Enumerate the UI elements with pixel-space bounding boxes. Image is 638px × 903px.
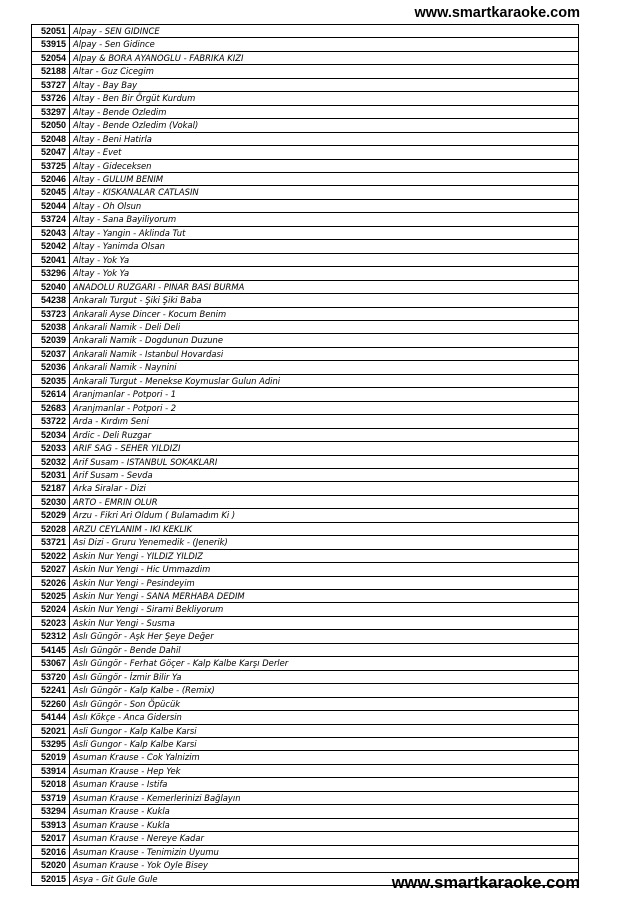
- song-list-body: [32, 25, 579, 886]
- song-title: Asli Gungor - Kalp Kalbe Karsi: [70, 724, 579, 737]
- song-row: [32, 213, 579, 226]
- song-row: [32, 320, 579, 333]
- song-row: [32, 240, 579, 253]
- song-code: 52683: [32, 401, 70, 414]
- song-title: Ankarali Ayse Dincer - Kocum Benim: [70, 307, 579, 320]
- song-title: Asi Dizi - Gruru Yenemedik - (Jenerik): [70, 536, 579, 549]
- song-code: 52015: [32, 872, 70, 885]
- song-title: Askin Nur Yengi - YILDIZ YILDIZ: [70, 549, 579, 562]
- song-title: Arzu - Fikri Ari Oldum ( Bulamadım Ki ): [70, 509, 579, 522]
- song-code: 53913: [32, 818, 70, 831]
- song-row: [32, 253, 579, 266]
- song-row: [32, 105, 579, 118]
- song-code: 52030: [32, 495, 70, 508]
- song-title: Ankarali Namik - Naynini: [70, 361, 579, 374]
- song-row: [32, 482, 579, 495]
- song-title: Altar - Guz Cicegim: [70, 65, 579, 78]
- song-row: [32, 199, 579, 212]
- song-title: Aranjmanlar - Potpori - 1: [70, 388, 579, 401]
- song-code: 52024: [32, 603, 70, 616]
- song-row: [32, 334, 579, 347]
- song-row: [32, 711, 579, 724]
- song-code: 53296: [32, 267, 70, 280]
- song-row: [32, 738, 579, 751]
- song-title: Asya - Git Gule Gule: [70, 872, 579, 885]
- song-title: Aslı Güngör - İzmir Bilir Ya: [70, 670, 579, 683]
- song-row: [32, 630, 579, 643]
- song-code: 52046: [32, 172, 70, 185]
- song-row: [32, 764, 579, 777]
- song-code: 52043: [32, 226, 70, 239]
- song-title: Altay - KISKANALAR CATLASIN: [70, 186, 579, 199]
- song-title: Arif Susam - Sevda: [70, 468, 579, 481]
- song-code: 52260: [32, 697, 70, 710]
- song-row: [32, 468, 579, 481]
- song-code: 54144: [32, 711, 70, 724]
- song-row: [32, 159, 579, 172]
- song-row: [32, 307, 579, 320]
- song-row: [32, 603, 579, 616]
- song-row: [32, 657, 579, 670]
- song-title: Altay - Bende Ozledim (Vokal): [70, 119, 579, 132]
- song-row: [32, 818, 579, 831]
- song-title: Ankarali Namik - Dogdunun Duzune: [70, 334, 579, 347]
- song-code: 52027: [32, 563, 70, 576]
- song-code: 52050: [32, 119, 70, 132]
- song-row: [32, 347, 579, 360]
- song-title: Aslı Güngör - Son Öpücük: [70, 697, 579, 710]
- song-title: Arda - Kırdım Seni: [70, 415, 579, 428]
- song-code: 53723: [32, 307, 70, 320]
- song-code: 52031: [32, 468, 70, 481]
- song-row: [32, 78, 579, 91]
- song-row: [32, 455, 579, 468]
- song-code: 52021: [32, 724, 70, 737]
- song-row: [32, 576, 579, 589]
- song-code: 52032: [32, 455, 70, 468]
- song-title: Altay - Beni Hatirla: [70, 132, 579, 145]
- song-row: [32, 509, 579, 522]
- song-row: [32, 536, 579, 549]
- song-title: ARZU CEYLANIM - IKI KEKLIK: [70, 522, 579, 535]
- song-title: Altay - GULUM BENIM: [70, 172, 579, 185]
- song-title: Asuman Krause - Kemerlerinizi Bağlayın: [70, 791, 579, 804]
- song-code: 52051: [32, 25, 70, 38]
- song-row: [32, 388, 579, 401]
- song-code: 53297: [32, 105, 70, 118]
- song-title: ANADOLU RUZGARI - PINAR BASI BURMA: [70, 280, 579, 293]
- song-code: 53915: [32, 38, 70, 51]
- song-title: Askin Nur Yengi - Sirami Bekliyorum: [70, 603, 579, 616]
- song-title: Aslı Kökçe - Anca Gidersin: [70, 711, 579, 724]
- song-code: 52022: [32, 549, 70, 562]
- song-row: [32, 616, 579, 629]
- song-title: Aranjmanlar - Potpori - 2: [70, 401, 579, 414]
- song-row: [32, 294, 579, 307]
- song-row: [32, 226, 579, 239]
- song-title: Askin Nur Yengi - SANA MERHABA DEDIM: [70, 590, 579, 603]
- song-code: 54145: [32, 643, 70, 656]
- song-title: Altay - Ben Bir Örgüt Kurdum: [70, 92, 579, 105]
- song-code: 52025: [32, 590, 70, 603]
- song-code: 52035: [32, 374, 70, 387]
- song-title: Asuman Krause - Nereye Kadar: [70, 832, 579, 845]
- song-title: Altay - Sana Bayiliyorum: [70, 213, 579, 226]
- song-row: [32, 670, 579, 683]
- song-title: Aslı Güngör - Kalp Kalbe - (Remix): [70, 684, 579, 697]
- song-code: 52019: [32, 751, 70, 764]
- song-title: Asuman Krause - Kukla: [70, 818, 579, 831]
- song-code: 52016: [32, 845, 70, 858]
- song-code: 53914: [32, 764, 70, 777]
- song-row: [32, 697, 579, 710]
- song-title: Ankaralı Turgut - Şiki Şiki Baba: [70, 294, 579, 307]
- song-code: 52047: [32, 146, 70, 159]
- song-code: 52038: [32, 320, 70, 333]
- song-title: Altay - Bende Ozledim: [70, 105, 579, 118]
- song-title: Aslı Güngör - Aşk Her Şeye Değer: [70, 630, 579, 643]
- song-row: [32, 791, 579, 804]
- song-code: 52029: [32, 509, 70, 522]
- song-row: [32, 495, 579, 508]
- song-code: 52026: [32, 576, 70, 589]
- song-code: 52018: [32, 778, 70, 791]
- song-row: [32, 374, 579, 387]
- song-row: [32, 859, 579, 872]
- song-title: Arif Susam - ISTANBUL SOKAKLARI: [70, 455, 579, 468]
- song-title: Arka Siralar - Dizi: [70, 482, 579, 495]
- song-row: [32, 724, 579, 737]
- song-title: Asuman Krause - Cok Yalnizim: [70, 751, 579, 764]
- song-code: 52040: [32, 280, 70, 293]
- song-code: 52045: [32, 186, 70, 199]
- song-row: [32, 549, 579, 562]
- song-row: [32, 92, 579, 105]
- song-title: Altay - Evet: [70, 146, 579, 159]
- song-title: Altay - Bay Bay: [70, 78, 579, 91]
- song-code: 52241: [32, 684, 70, 697]
- song-title: Altay - Yok Ya: [70, 253, 579, 266]
- song-row: [32, 590, 579, 603]
- song-list-table: [31, 24, 579, 886]
- song-code: 53725: [32, 159, 70, 172]
- song-row: [32, 778, 579, 791]
- song-code: 52054: [32, 51, 70, 64]
- song-title: Asli Gungor - Kalp Kalbe Karsi: [70, 738, 579, 751]
- song-title: Aslı Güngör - Ferhat Göçer - Kalp Kalbe Karşı Derler: [70, 657, 579, 670]
- song-title: Altay - Yok Ya: [70, 267, 579, 280]
- song-row: [32, 805, 579, 818]
- song-row: [32, 832, 579, 845]
- song-row: [32, 186, 579, 199]
- song-row: [32, 267, 579, 280]
- song-title: Asuman Krause - Yok Oyle Bisey: [70, 859, 579, 872]
- song-title: Altay - Yangin - Aklinda Tut: [70, 226, 579, 239]
- song-row: [32, 442, 579, 455]
- song-title: ARTO - EMRIN OLUR: [70, 495, 579, 508]
- song-title: Asuman Krause - Kukla: [70, 805, 579, 818]
- song-row: [32, 65, 579, 78]
- song-row: [32, 684, 579, 697]
- song-code: 52187: [32, 482, 70, 495]
- song-code: 53724: [32, 213, 70, 226]
- song-code: 53722: [32, 415, 70, 428]
- song-row: [32, 428, 579, 441]
- song-row: [32, 280, 579, 293]
- song-row: [32, 415, 579, 428]
- song-title: Ankarali Turgut - Menekse Koymuslar Gulun Adini: [70, 374, 579, 387]
- song-title: Altay - Oh Olsun: [70, 199, 579, 212]
- song-title: Asuman Krause - Hep Yek: [70, 764, 579, 777]
- song-code: 53067: [32, 657, 70, 670]
- song-code: 52034: [32, 428, 70, 441]
- song-code: 52039: [32, 334, 70, 347]
- song-code: 52028: [32, 522, 70, 535]
- site-url-header: www.smartkaraoke.com: [414, 5, 580, 21]
- song-code: 54238: [32, 294, 70, 307]
- song-row: [32, 132, 579, 145]
- song-title: Askin Nur Yengi - Pesindeyim: [70, 576, 579, 589]
- site-url-footer: www.smartkaraoke.com: [391, 874, 580, 892]
- song-title: Alpay - SEN GIDINCE: [70, 25, 579, 38]
- song-code: 53295: [32, 738, 70, 751]
- song-row: [32, 643, 579, 656]
- song-code: 53719: [32, 791, 70, 804]
- song-row: [32, 119, 579, 132]
- song-title: Askin Nur Yengi - Hic Ummazdim: [70, 563, 579, 576]
- song-code: 52017: [32, 832, 70, 845]
- song-code: 52041: [32, 253, 70, 266]
- song-code: 52033: [32, 442, 70, 455]
- song-title: Asuman Krause - Tenimizin Uyumu: [70, 845, 579, 858]
- song-code: 52042: [32, 240, 70, 253]
- song-title: Altay - Yanimda Olsan: [70, 240, 579, 253]
- song-row: [32, 522, 579, 535]
- song-code: 52312: [32, 630, 70, 643]
- song-row: [32, 146, 579, 159]
- song-row: [32, 38, 579, 51]
- song-row: [32, 845, 579, 858]
- song-row: [32, 25, 579, 38]
- song-code: 52037: [32, 347, 70, 360]
- song-title: Aslı Güngör - Bende Dahil: [70, 643, 579, 656]
- song-code: 52614: [32, 388, 70, 401]
- song-code: 53720: [32, 670, 70, 683]
- song-title: Altay - Gideceksen: [70, 159, 579, 172]
- song-row: [32, 361, 579, 374]
- song-title: Ankarali Namik - Deli Deli: [70, 320, 579, 333]
- song-title: Ankarali Namik - Istanbul Hovardasi: [70, 347, 579, 360]
- song-title: Asuman Krause - Istifa: [70, 778, 579, 791]
- song-code: 53721: [32, 536, 70, 549]
- song-code: 53726: [32, 92, 70, 105]
- song-code: 52023: [32, 616, 70, 629]
- song-code: 52020: [32, 859, 70, 872]
- song-title: ARIF SAG - SEHER YILDIZI: [70, 442, 579, 455]
- song-title: Alpay & BORA AYANOGLU - FABRIKA KIZI: [70, 51, 579, 64]
- song-row: [32, 563, 579, 576]
- song-row: [32, 51, 579, 64]
- song-code: 53727: [32, 78, 70, 91]
- song-code: 52188: [32, 65, 70, 78]
- song-title: Alpay - Sen Gidince: [70, 38, 579, 51]
- song-code: 53294: [32, 805, 70, 818]
- song-title: Ardic - Deli Ruzgar: [70, 428, 579, 441]
- song-row: [32, 751, 579, 764]
- song-row: [32, 172, 579, 185]
- song-code: 52036: [32, 361, 70, 374]
- song-title: Askin Nur Yengi - Susma: [70, 616, 579, 629]
- song-code: 52048: [32, 132, 70, 145]
- song-code: 52044: [32, 199, 70, 212]
- song-row: [32, 401, 579, 414]
